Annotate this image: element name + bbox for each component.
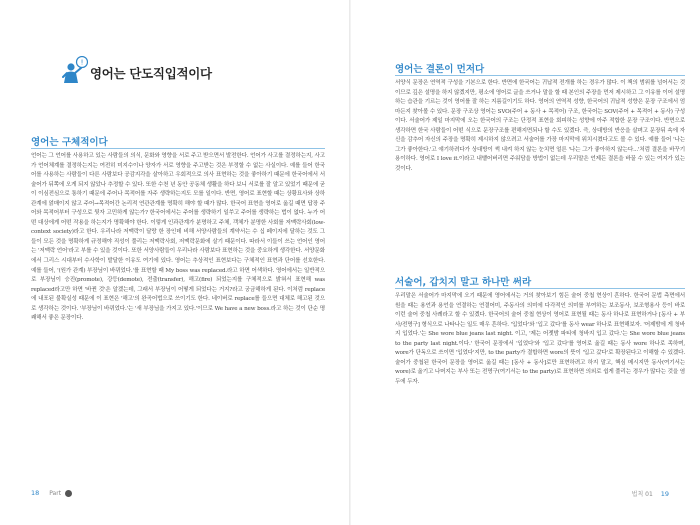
- part-label: Part: [49, 490, 62, 497]
- section-body: [31, 152, 325, 479]
- chapter-header: [60, 56, 320, 86]
- page-footer: [31, 489, 72, 497]
- chapter-label: 법칙 01: [631, 491, 653, 498]
- section-rule: [395, 75, 685, 76]
- section-heading: 서술어, 갑치지 말고 하나만 써라: [395, 277, 532, 288]
- section-heading: 영어는 결론이 먼저다: [395, 64, 485, 75]
- left-page: [0, 0, 349, 525]
- page-footer: [632, 489, 669, 498]
- svg-text:!: !: [80, 58, 84, 67]
- right-page: [351, 0, 700, 525]
- section-heading: 영어는 구체적이다: [31, 137, 108, 148]
- part-dot-icon: [65, 490, 72, 497]
- section-body: [395, 292, 685, 480]
- body-paragraph: 우리말은 서술어가 마지막에 오기 때문에 영어에서는 거의 찾아보기 힘든 술어 중첩 현상이 흔하다. 한국어 문법 측면에서 원을 때는 용언과 용언을 연결하는 연결어미, 주동사의 의미에 다각적인 의미를 부여하는 보조동사, 보조형용사 등이 바로 이런 술어 중첩 사례라고 할 수 있겠다. 한국어의 술어 중첩 현상이 영어로 표현될 때는 동사 하나로 표현하거나 [동사 + 부사/전명구] 형식으로 나타나는 일도 매우 흔하다. '입었다'와 '입고 갔다'를 동사 wear 하나로 표현해보자. '어제밤에 게 청바지 입었다.'는 She wore blue jeans last night. 이고, '제는 어젯밤 파티에 청바지 입고 갔다.'는 She wore blue jeans to the party last night.이다.' 한국어 문장에서 '입었다'와 '입고 갔다'를 영어로 옮길 때는 동사 wore 하나로 족하며, wore가 단독으로 쓰이면 '입었다'지만, to the party가 결합하면 wore의 뜻이 '입고 갔다'로 확장된다고 이해할 수 있겠다. 술어가 중첩된 한국어 문장을 영어로 옮길 때는 [동사 + 동사]로만 표현하려고 하지 말고, 핵심 메시지만 동사(여기서는 wore)로 옮기고 나머지는 부사 또는 전명구(여기서는 to the party)로 표현하면 의외로 쉽게 풀리는 경우가 많다는 것을 염두에 두자.: [395, 293, 685, 385]
- body-paragraph: 서양식 문장은 연역적 구성을 기본으로 한다. 반면에 한국어는 귀납적 전개를 하는 경우가 많다. 이 책의 범위를 넘어서는 것이므로 깊은 설명을 하지 않겠지만, 평소에 영어로 글을 쓰거나 말을 할 때 본인의 주장을 먼저 제시하고 그 이유를 이어 설명하는 습관을 기르는 것이 영어를 잘 하는 지름길이기도 하다. 영어의 연역적 성향, 한국어의 귀납적 성향은 문장 구조에서 엄마든지 찾아볼 수 있다. 문장 구조상 영어는 SVO(주어 + 동사 + 목적어) 구조, 한국어는 SOV(주어 + 목적어 + 동사) 구성이다. 서술어가 제일 마지막에 오는 한국어의 구조는 단정적 표현을 회피하는 성향에 아주 적합한 문장 구조이다. 반면으로 생각하면 한국 사람들이 어떤 식으로 문장구조를 편해지면되나 할 수도 있겠다. 즉, 상대방의 반응을 살펴고 문장뒤 속에 자신을 감추어 자신의 주장을 명확히 제시하지 않으려고 서술어를 가장 마지막에 위치시켰다고도 볼 수 있다. 예를 들어 '나는 그가 좋아한다.'고 얘기하려다가 상대방이 썩 내켜 하지 않는 눈치면 얼른 '나는 그가 좋아하지 않는다...'처럼 결론을 바꾸기 용이하다. 영어로 I love it.이라고 내뱉어버리면 주워담을 방법이 없는데 우리말은 언제든 결론을 바꿀 수 있는 여지가 있는 것이다.: [395, 80, 685, 172]
- body-paragraph: 언어는 그 언어를 사용하고 있는 사람들의 의식, 문화와 영향을 서로 주고 받으면서 발전한다. 언어가 사고를 결정하는지, 사고가 언어체계를 결정하는지는 여전히 미지수이나 양자가 서로 영향을 주고받는 것은 부정할 수 없는 사실이다. 예를 들어 한국어를 사용하는 사람들이 다른 사람보다 공감지각을 살아하고 우회적으로 의사 표현하는 것을 좋아하기 때문에 한국어에서 서술어가 뒤쪽에 오게 되지 않았나 추정할 수 있다. 또한 수천 년 동안 공동체 생활을 하다 보니 서로를 잘 알고 있었기 때문에 굳이 이심전심으로 통하기 때문에 주어나 목적어를 자주 생략하는지도 모를 일이다. 반면, 영어로 표현할 때는 상황묘사와 상하관계에 얽매이지 않고 주어→목적어간 논리적 연관관계를 명확히 해야 할 때가 많다. 한국어 표현을 영어로 옮길 때면 답장 주어와 목적어부터 구성으로 뒷자 고민하게 않는가? 한국어에서는 주어를 생략하기 일쑤고 주어를 생략하는 법이 없다. 누가 어떤 대상에게 어떤 작용을 하는지가 명확해야 한다. 이렇게 인과관계가 분명하고 주체, 객체가 분명한 사회를 저맥락사회(low-context society)라고 한다. 우리나라 저맥락이 달랑 한 장인데 비해 서양사람들의 계약서는 수 십 페이지에 달하는 것도 그들이 모든 것을 명확하게 규정해야 직성이 풀리는 저맥락사회, 저맥락문화에 살기 때문이다. 따라서 이들이 쓰는 언어인 영어는 '저맥락 언어'라고 부를 수 있을 것이다. 또한 서양사람들이 우리나라 사람보다 표현하는 것을 중요하게 생각한다. 서양문화에서 그리스 시대부터 수사학이 발달한 이유도 여기에 있다. 영어는 추상적인 표현보다는 구체적인 표현과 단어를 선호한다. 예를 들어, '(원가 관계) 부장님이 바뀌었다.'를 표현할 때 My boss was replaced.라고 하면 어색하다. 영어에서는 일반적으로 부장님이 승진(promote), 강등(demote), 전출(transfer), 해고(fire) 되었는지를 구체적으로 밝혀서 표현해 was replaced라고만 하면 '바뀐 것'은 알겠는데, 그래서 부장님이 어떻게 되었다는 거지?라고 궁금해하게 된다. 이처럼 replace에 내포된 불확실성 때문에 이 표현은 '해고'의 완곡어법으로 쓰이기도 한다. 네이버로 replace를 들으면 대체로 해고된 것으로 생각하는 것이다. '부장님이 바뀌었다.'는 '새 부장님을 가지고 있다.'이므로 We have a new boss.라고 하는 것이 단순 명쾌해서 좋은 문장이다.: [31, 153, 325, 322]
- page-number: 19: [660, 490, 669, 498]
- person-presenting-icon: [60, 56, 88, 84]
- section-body: [395, 79, 685, 261]
- section-rule: [31, 148, 325, 149]
- chapter-title: 영어는 단도직입적이다: [90, 66, 212, 81]
- section-rule: [395, 288, 685, 289]
- page-number: 18: [31, 489, 40, 497]
